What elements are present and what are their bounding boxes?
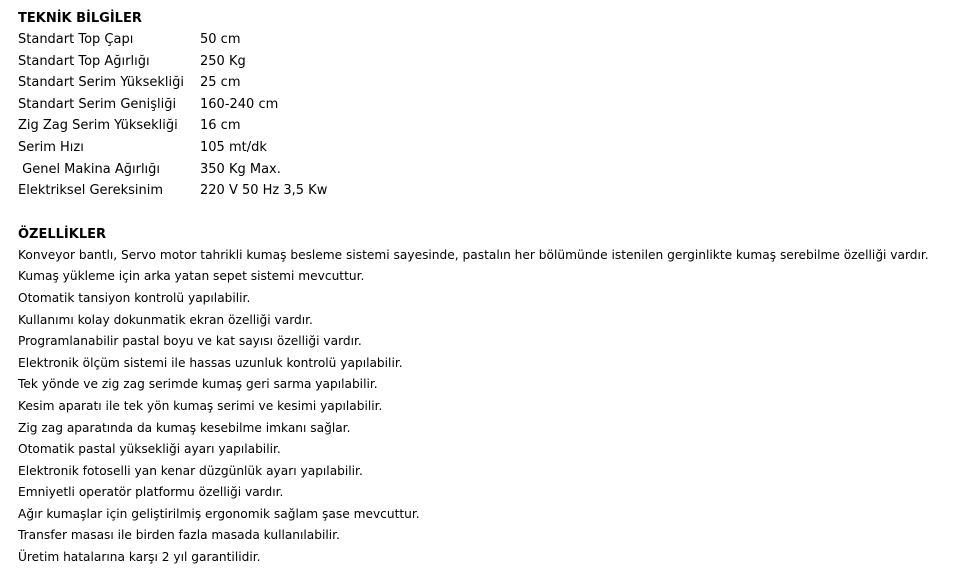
section-spacer (18, 202, 968, 224)
features-list (18, 245, 968, 569)
spec-label: Elektriksel Gereksinim (18, 183, 164, 199)
technical-specs-table (18, 29, 968, 202)
spec-label: Serim Hızı (18, 139, 84, 155)
spec-value: 50 cm (200, 32, 241, 47)
spec-row (18, 115, 968, 137)
spec-label: Genel Makina Ağırlığı (18, 161, 161, 177)
spec-row (18, 94, 968, 116)
spec-value: 350 Kg Max. (200, 161, 281, 177)
feature-item: Emniyetli operatör platformu özelliği vardır. (18, 485, 284, 500)
spec-row (18, 72, 968, 94)
spec-label: Standart Top Ağırlığı (18, 53, 150, 69)
spec-row (18, 51, 968, 73)
feature-item: Ağır kumaşlar için geliştirilmiş ergonomik sağlam şase mevcuttur. (18, 506, 420, 521)
spec-document (18, 8, 968, 569)
feature-item: Programlanabilir pastal boyu ve kat sayısı özelliği vardır. (18, 334, 362, 349)
feature-item: Elektronik fotoselli yan kenar düzgünlük ayarı yapılabilir. (18, 463, 363, 478)
feature-item: Konveyor bantlı, Servo motor tahrikli kumaş besleme sistemi sayesinde, pastalın her bölümünde istenilen gerginlikte kumaş serebilme özelliği vardır. (18, 247, 929, 262)
spec-value: 25 cm (200, 75, 241, 91)
feature-item: Tek yönde ve zig zag serimde kumaş geri sarma yapılabilir. (18, 377, 378, 392)
spec-label: Standart Serim Genişliği (18, 96, 177, 112)
spec-label: Standart Top Çapı (18, 32, 134, 47)
spec-value: 250 Kg (200, 53, 246, 69)
feature-item: Transfer masası ile birden fazla masada kullanılabilir. (18, 528, 340, 543)
spec-row (18, 29, 968, 51)
feature-item: Kullanımı kolay dokunmatik ekran özelliği vardır. (18, 312, 313, 327)
feature-item: Otomatik pastal yüksekliği ayarı yapılabilir. (18, 442, 281, 457)
technical-specs-heading: TEKNİK BİLGİLER (18, 11, 142, 26)
spec-label: Standart Serim Yüksekliği (18, 75, 184, 91)
spec-row (18, 180, 968, 202)
spec-value: 160-240 cm (200, 96, 279, 112)
feature-item: Otomatik tansiyon kontrolü yapılabilir. (18, 290, 251, 305)
feature-item: Zig zag aparatında da kumaş kesebilme imkanı sağlar. (18, 420, 351, 435)
spec-value: 16 cm (200, 118, 241, 134)
feature-item: Üretim hatalarına karşı 2 yıl garantilidir. (18, 550, 261, 565)
spec-row (18, 137, 968, 159)
spec-label: Zig Zag Serim Yüksekliği (18, 118, 178, 134)
spec-value: 220 V 50 Hz 3,5 Kw (200, 183, 328, 199)
feature-item: Kumaş yükleme için arka yatan sepet sistemi mevcuttur. (18, 269, 365, 284)
feature-item: Kesim aparatı ile tek yön kumaş serimi ve kesimi yapılabilir. (18, 398, 383, 413)
feature-item: Elektronik ölçüm sistemi ile hassas uzunluk kontrolü yapılabilir. (18, 355, 403, 370)
spec-value: 105 mt/dk (200, 139, 267, 155)
spec-row (18, 159, 968, 181)
features-heading: ÖZELLİKLER (18, 226, 107, 242)
